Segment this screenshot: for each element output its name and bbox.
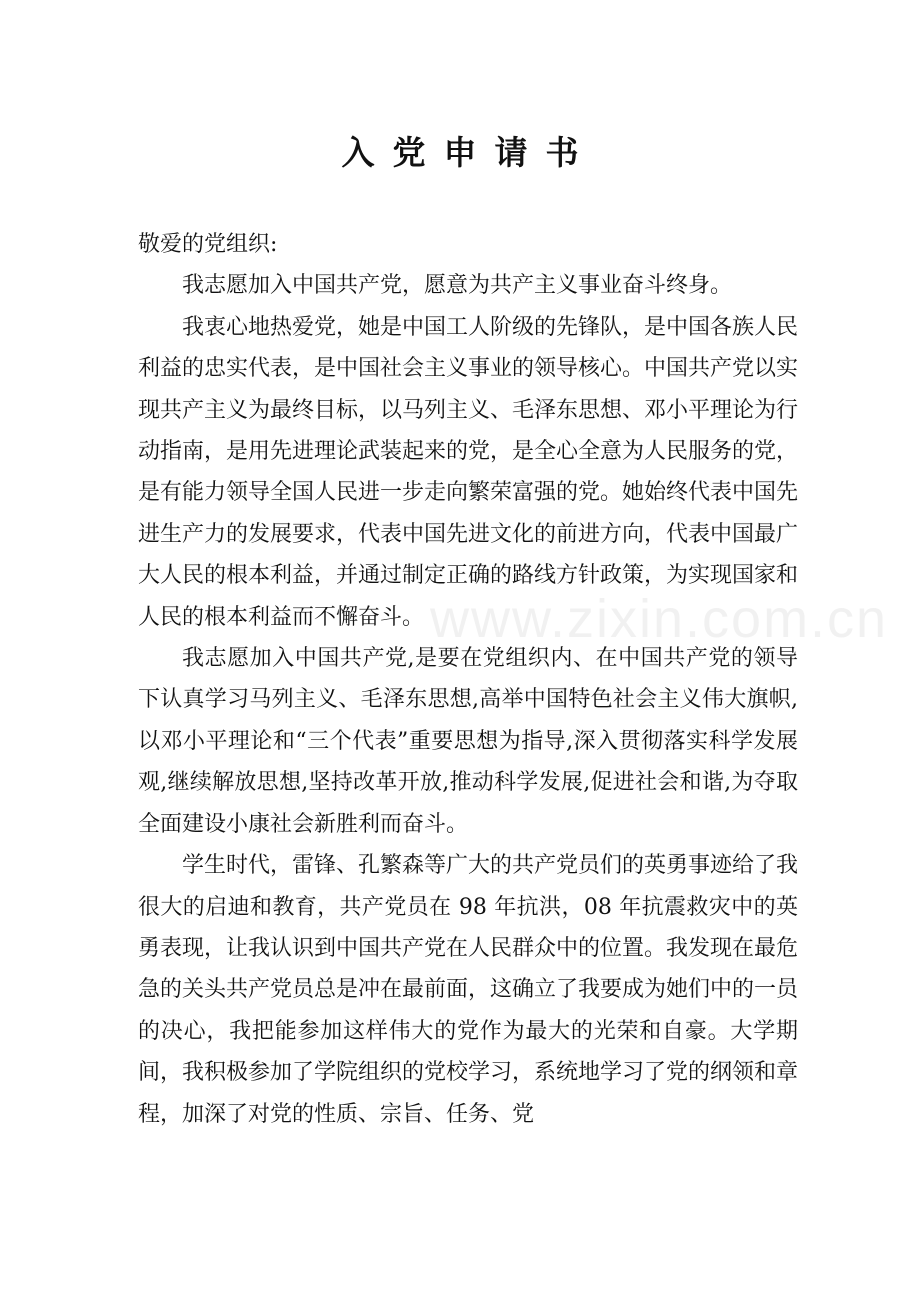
salutation: 敬爱的党组织: bbox=[138, 232, 278, 257]
watermark: www.zixin.com.cn bbox=[430, 589, 889, 649]
document-title: 入党申请书 bbox=[341, 133, 597, 172]
paragraph-2: 我衷心地热爱党，她是中国工人阶级的先锋队，是中国各族人民利益的忠实代表，是中国社会主义事业的领导核心。中国共产党以实现共产主义为最终目标，以马列主义、毛泽东思想、邓小平理论为行动指南，是用先进理论武装起来的党，是全心全意为人民服务的党，是有能力领导全国人民进一步走向繁荣富强的党。她始终代表中国先进生产力的发展要求，代表中国先进文化的前进方向，代表中国最广大人民的根本利益，并通过制定正确的路线方针政策，为实现国家和人民的根本利益而不懈奋斗。 bbox=[138, 314, 799, 630]
paragraph-4: 学生时代，雷锋、孔繁森等广大的共产党员们的英勇事迹给了我很大的启迪和教育，共产党员在 98 年抗洪，08 年抗震救灾中的英勇表现，让我认识到中国共产党在人民群众中的位置。我发现在最危急的关头共产党员总是冲在最前面，这确立了我要成为她们中的一员的决心，我把能参加这样伟大的党作为最大的光荣和自豪。大学期间，我积极参加了学院组织的党校学习，系统地学习了党的纲领和章程，加深了对党的性质、宗旨、任务、党 bbox=[138, 853, 799, 1127]
document-body bbox=[138, 224, 798, 1135]
paragraph-3: 我志愿加入中国共产党,是要在党组织内、在中国共产党的领导下认真学习马列主义、毛泽东思想,高举中国特色社会主义伟大旗帜,以邓小平理论和“三个代表”重要思想为指导,深入贯彻落实科学发展观,继续解放思想,坚持改革开放,推动科学发展,促进社会和谐,为夺取全面建设小康社会新胜利而奋斗。 bbox=[138, 646, 798, 837]
paragraph-1: 我志愿加入中国共产党，愿意为共产主义事业奋斗终身。 bbox=[182, 273, 733, 299]
